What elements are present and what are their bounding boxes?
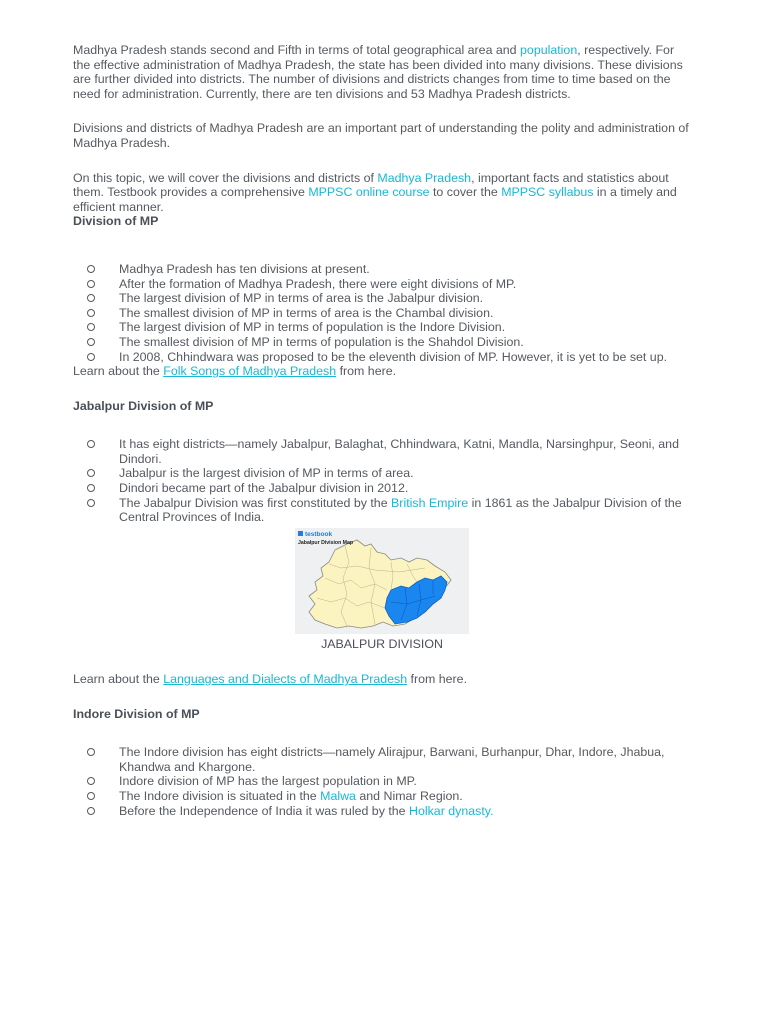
circle-bullet-icon [87,338,95,346]
learn-folk-songs: Learn about the Folk Songs of Madhya Pradesh from here. [73,364,397,379]
jabalpur-list [73,437,691,525]
circle-bullet-icon [87,469,95,477]
list-item: Dindori became part of the Jabalpur division in 2012. [73,481,691,496]
jabalpur-heading: Jabalpur Division of MP [73,398,214,413]
languages-dialects-link[interactable]: Languages and Dialects of Madhya Pradesh [163,672,408,687]
circle-bullet-icon [87,309,95,317]
list-item: The largest division of MP in terms of population is the Indore Division. [73,320,691,335]
circle-bullet-icon [87,280,95,288]
list-item: The Jabalpur Division was first constituted by the British Empire in 1861 as the Jabalpur Division of the Central Provinces of India. [73,496,691,525]
division-list [73,262,691,364]
circle-bullet-icon [87,294,95,302]
circle-bullet-icon [87,323,95,331]
folk-songs-link[interactable]: Folk Songs of Madhya Pradesh [163,364,337,379]
circle-bullet-icon [87,440,95,448]
list-item: Madhya Pradesh has ten divisions at present. [73,262,691,277]
mppsc-course-link[interactable]: MPPSC online course [308,185,430,200]
mppsc-syllabus-link[interactable]: MPPSC syllabus [501,185,594,200]
list-item: The Indore division has eight districts—namely Alirajpur, Barwani, Burhanpur, Dhar, Indore, Jhabua, Khandwa and Khargone. [73,745,691,774]
map-caption: JABALPUR DIVISION [321,637,443,652]
population-link[interactable]: population [520,43,578,57]
map-graphic [295,528,469,634]
list-item: Before the Independence of India it was ruled by the Holkar dynasty. [73,804,691,819]
testbook-logo-icon [298,531,303,536]
indore-heading: Indore Division of MP [73,706,200,721]
circle-bullet-icon [87,265,95,273]
circle-bullet-icon [87,807,95,815]
list-item: Indore division of MP has the largest population in MP. [73,774,691,789]
circle-bullet-icon [87,777,95,785]
list-item: The smallest division of MP in terms of population is the Shahdol Division. [73,335,691,350]
list-item: Jabalpur is the largest division of MP in terms of area. [73,466,691,481]
holkar-dynasty-link[interactable]: Holkar dynasty. [409,803,494,818]
circle-bullet-icon [87,353,95,361]
british-empire-link[interactable]: British Empire [391,495,469,510]
jabalpur-map-figure [73,528,691,652]
circle-bullet-icon [87,748,95,756]
list-item: It has eight districts—namely Jabalpur, Balaghat, Chhindwara, Katni, Mandla, Narsinghpur, Seoni, and Dindori. [73,437,691,466]
circle-bullet-icon [87,499,95,507]
list-item: The Indore division is situated in the Malwa and Nimar Region. [73,789,691,804]
map-brand-text: testbook [305,530,333,538]
list-item: After the formation of Madhya Pradesh, there were eight divisions of MP. [73,277,691,292]
list-item: In 2008, Chhindwara was proposed to be the eleventh division of MP. However, it is yet to be set up. [73,350,691,365]
list-item: The largest division of MP in terms of area is the Jabalpur division. [73,291,691,306]
list-item: The smallest division of MP in terms of area is the Chambal division. [73,306,691,321]
intro-paragraph-3: On this topic, we will cover the divisions and districts of Madhya Pradesh, important facts and statistics about them. Testbook provides a comprehensive MPPSC online course to cover the MPPSC syllabus in a timely and efficient manner. [73,170,677,214]
article-body [73,43,691,818]
malwa-link[interactable]: Malwa [320,789,356,803]
circle-bullet-icon [87,484,95,492]
circle-bullet-icon [87,792,95,800]
jabalpur-division-map [295,528,469,634]
learn-languages: Learn about the Languages and Dialects of Madhya Pradesh from here. [73,672,468,687]
indore-list [73,745,691,818]
division-heading: Division of MP [73,214,159,229]
madhya-pradesh-link[interactable]: Madhya Pradesh [377,170,472,185]
intro-paragraph-2: Divisions and districts of Madhya Pradesh are an important part of understanding the polity and administration of Madhya Pradesh. [73,121,689,150]
intro-paragraph-1: Madhya Pradesh stands second and Fifth in terms of total geographical area and population, respectively. For the effective administration of Madhya Pradesh, the state has been divided into many divisions. These divisions are further divided into districts. The number of divisions and districts changes from time to time based on the need for administration. Currently, there are ten divisions and 53 Madhya Pradesh districts. [73,43,683,101]
map-title-text: Jabalpur Division Map [298,539,354,546]
